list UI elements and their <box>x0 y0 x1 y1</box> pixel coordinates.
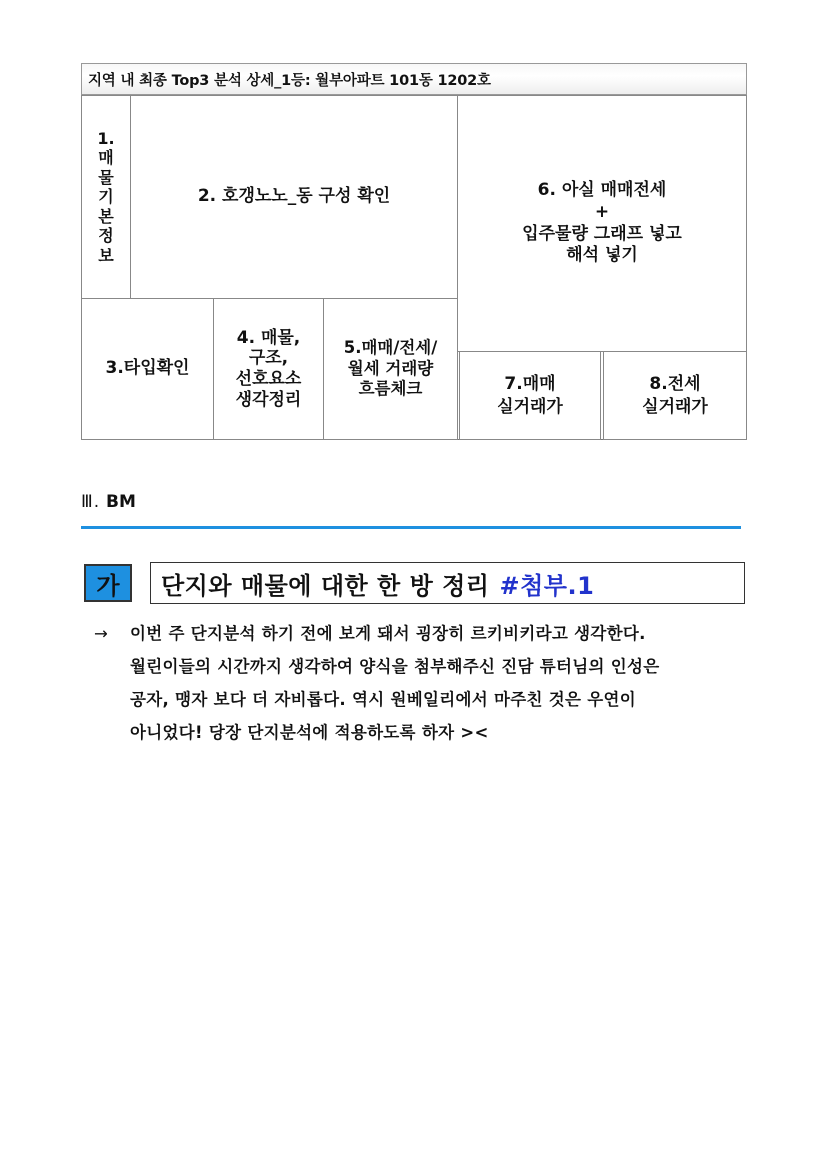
paragraph-line: 아니었다! 당장 단지분석에 적용하도록 하자 >< <box>130 723 489 742</box>
paragraph-line <box>94 617 754 650</box>
box-4-structure: 4. 매물, 구조, 선호요소 생각정리 <box>213 298 324 440</box>
diagram-header: 지역 내 최종 Top3 분석 상세_1등: 월부아파트 101동 1202호 <box>81 63 747 95</box>
box-5-volume-flow: 5.매매/전세/ 월세 거래량 흐름체크 <box>323 298 458 440</box>
subsection-tag: #첨부.1 <box>499 571 595 600</box>
arrow-icon: → <box>94 624 109 643</box>
subsection-badge: 가 <box>84 564 132 602</box>
body-paragraph <box>94 617 754 749</box>
paragraph-line: 공자, 맹자 보다 더 자비롭다. 역시 원베일리에서 마주친 것은 우연이 <box>130 690 636 709</box>
section-title-text: BM <box>106 492 136 512</box>
subsection-heading-box <box>150 562 745 604</box>
section-title <box>81 492 136 512</box>
section-roman: Ⅲ. <box>81 492 101 512</box>
section-rule <box>81 526 741 529</box>
paragraph-line: 월린이들의 시간까지 생각하여 양식을 첨부해주신 진담 튜터님의 인성은 <box>130 657 660 676</box>
box-1-basic-info: 1. 매 물 기 본 정 보 <box>81 95 131 299</box>
box-3-type-check: 3.타입확인 <box>81 298 214 440</box>
box-6-asil-graph: 6. 아실 매매전세 + 입주물량 그래프 넣고 해석 넣기 <box>457 95 747 352</box>
paragraph-line-text: 이번 주 단지분석 하기 전에 보게 돼서 굉장히 르키비키라고 생각한다. <box>130 624 646 643</box>
box-8-jeonse-price: 8.전세 실거래가 <box>603 351 747 440</box>
subsection-heading: 단지와 매물에 대한 한 방 정리 <box>161 571 490 600</box>
box-7-sale-price: 7.매매 실거래가 <box>459 351 601 440</box>
box-2-dong-composition: 2. 호갱노노_동 구성 확인 <box>130 95 458 299</box>
